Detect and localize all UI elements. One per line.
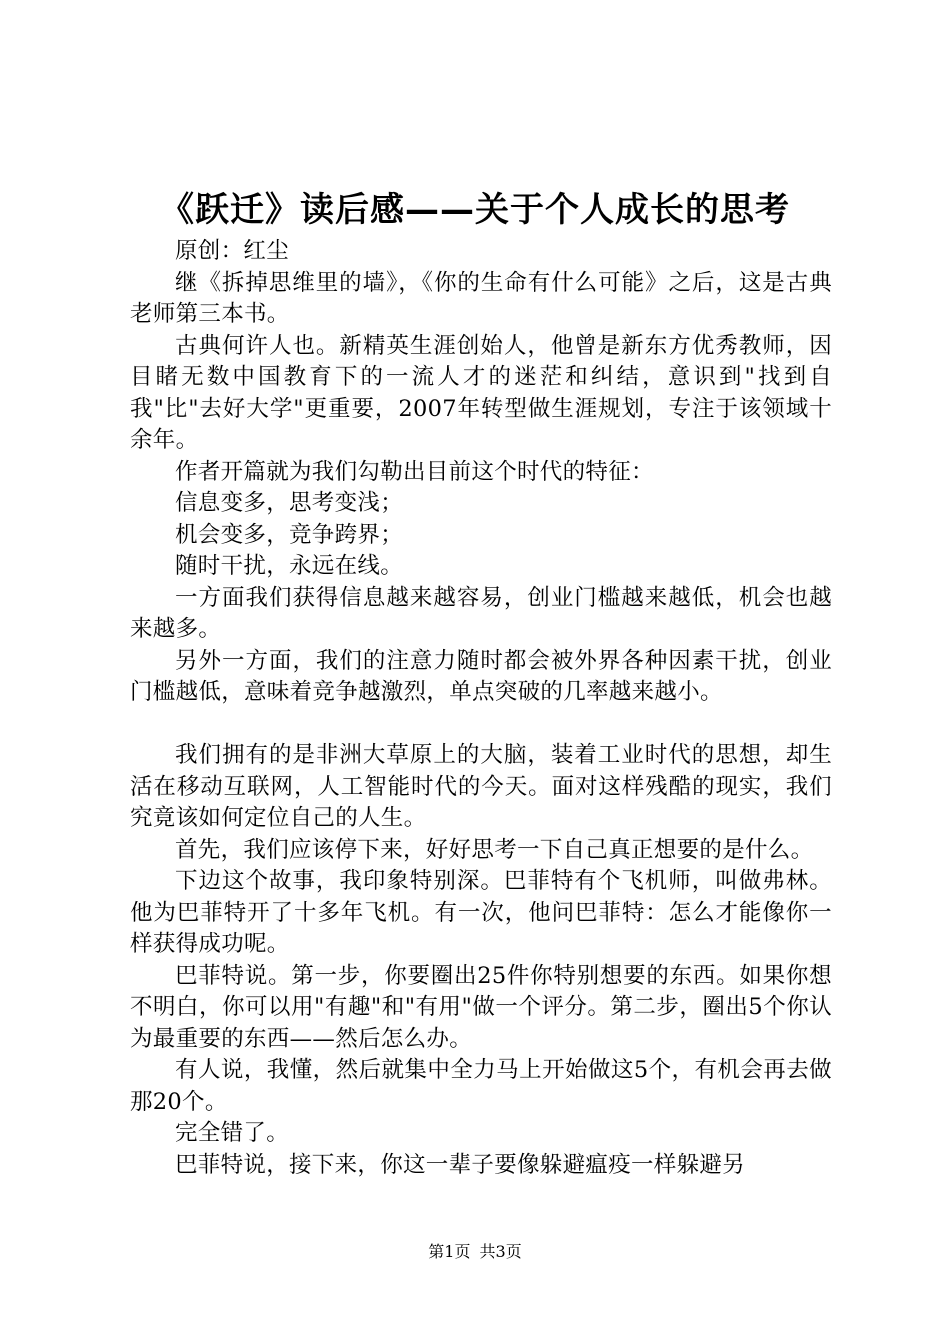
page-footer [0, 1240, 950, 1264]
paragraph: 继《拆掉思维里的墙》，《你的生命有什么可能》之后，这是古典老师第三本书。 [130, 269, 832, 327]
paragraph: 随时干扰，永远在线。 [175, 553, 404, 579]
paragraph: 巴菲特说，接下来，你这一辈子要像躲避瘟疫一样躲避另 [175, 1151, 746, 1178]
paragraph: 机会变多，竞争跨界； [175, 521, 404, 548]
paragraph: 巴菲特说。第一步，你要圈出25件你特别想要的东西。如果你想不明白，你可以用"有趣"和"有用"做一个评分。第二步，圈出5个你认为最重要的东西——然后怎么办。 [130, 962, 832, 1052]
paragraph: 有人说，我懂，然后就集中全力马上开始做这5个，有机会再去做那20个。 [130, 1057, 832, 1115]
paragraph: 下边这个故事，我印象特别深。巴菲特有个飞机师，叫做弗林。他为巴菲特开了十多年飞机。有一次，他问巴菲特：怎么才能像你一样获得成功呢。 [130, 868, 832, 957]
paragraph: 一方面我们获得信息越来越容易，创业门槛越来越低，机会也越来越多。 [130, 584, 832, 642]
paragraph: 古典何许人也。新精英生涯创始人，他曾是新东方优秀教师，因目睹无数中国教育下的一流人才的迷茫和纠结，意识到"找到自我"比"去好大学"更重要，2007年转型做生涯规划，专注于该领域十余年。 [130, 332, 832, 453]
document-body [130, 236, 832, 1181]
paragraph: 信息变多，思考变浅； [175, 490, 404, 516]
paragraph: 完全错了。 [175, 1120, 290, 1146]
author-line: 原创：红尘 [175, 238, 290, 264]
paragraph: 作者开篇就为我们勾勒出目前这个时代的特征： [175, 458, 654, 485]
document-title: 《跃迁》读后感——关于个人成长的思考 [160, 190, 790, 230]
page-total: 共3页 [479, 1242, 522, 1261]
paragraph: 首先，我们应该停下来，好好思考一下自己真正想要的是什么。 [175, 836, 814, 863]
paragraph: 我们拥有的是非洲大草原上的大脑，装着工业时代的思想，却生活在移动互联网，人工智能时代的今天。面对这样残酷的现实，我们究竟该如何定位自己的人生。 [130, 742, 832, 831]
page-number: 第1页 [428, 1242, 471, 1261]
paragraph: 另外一方面，我们的注意力随时都会被外界各种因素干扰，创业门槛越低，意味着竞争越激烈，单点突破的几率越来越小。 [130, 647, 832, 705]
